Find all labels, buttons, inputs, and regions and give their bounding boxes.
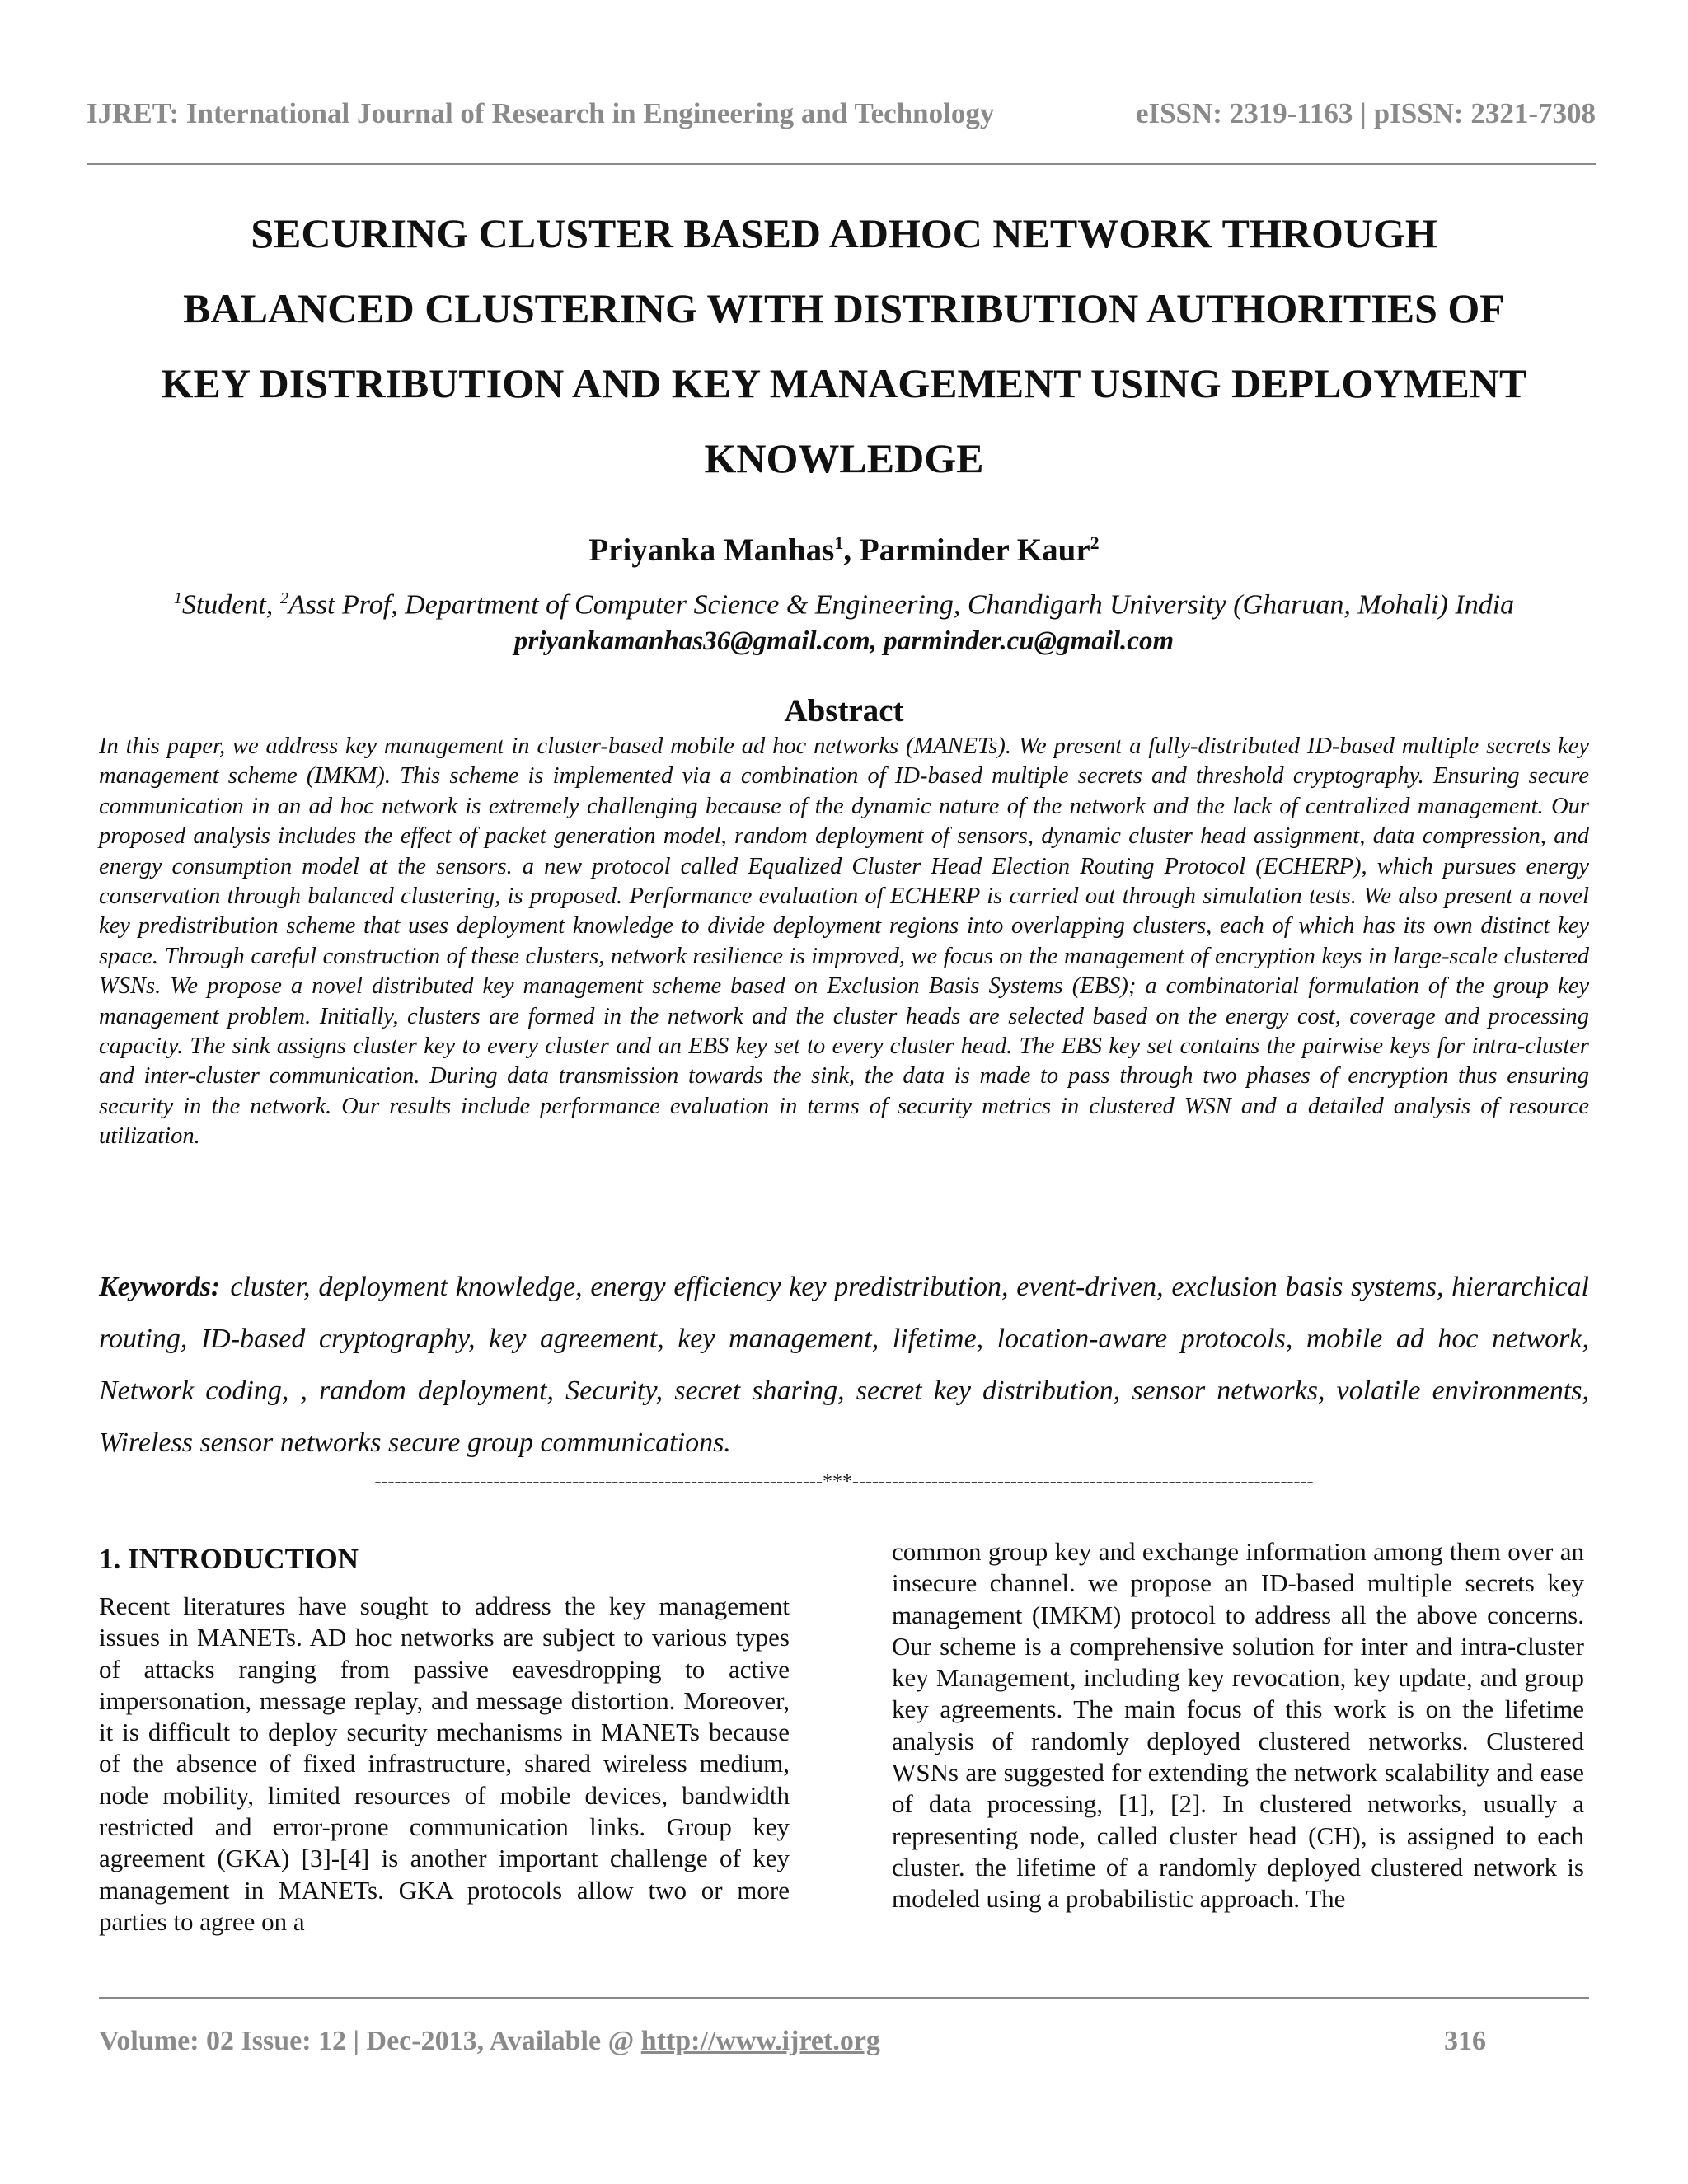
section-separator: --------------------------------------------------------------------***---------------------------------------------------------------------- xyxy=(374,1471,1314,1493)
abstract-heading: Abstract xyxy=(784,693,904,729)
abstract-text: In this paper, we address key management in cluster-based mobile ad hoc networks (MANETs). We present a fully-distributed ID-based multiple secrets key management scheme (IMKM). This scheme is implemented via a combination of ID-based multiple secrets and threshold cryptography. Ensuring secure communication in an ad hoc network is extremely challenging because of the dynamic nature of the network and the lack of centralized management. Our proposed analysis includes the effect of packet generation model, random deployment of sensors, dynamic cluster head assignment, data compression, and energy consumption model at the sensors. a new protocol called Equalized Cluster Head Election Routing Protocol (ECHERP), which pursues energy conservation through balanced clustering, is proposed. Performance evaluation of ECHERP is carried out through simulation tests. We also present a novel key predistribution scheme that uses deployment knowledge to divide deployment regions into overlapping clusters, each of which has its own distinct key space. Through careful construction of these clusters, network resilience is improved, we focus on the management of encryption keys in large-scale clustered WSNs. We propose a novel distributed key management scheme based on Exclusion Basis Systems (EBS); a combinatorial formulation of the group key management problem. Initially, clusters are formed in the network and the cluster heads are selected based on the energy cost, coverage and processing capacity. The sink assigns cluster key to every cluster and an EBS key set to every cluster head. The EBS key set contains the pairwise keys for intra-cluster and inter-cluster communication. During data transmission towards the sink, the data is made to pass through two phases of encryption thus ensuring security in the network. Our results include performance evaluation in terms of security metrics in clustered WSN and a detailed analysis of resource utilization. xyxy=(99,733,1589,1150)
page-number: 316 xyxy=(1444,2026,1486,2056)
introduction-right-column: common group key and exchange information among them over an insecure channel. we propose an ID-based multiple secrets key management (IMKM) protocol to address all the above concerns. Our scheme is a comprehensive solution for inter and intra-cluster key Management, including key revocation, key update, and group key agreements. The main focus of this work is on the lifetime analysis of randomly deployed clustered networks. Clustered WSNs are suggested for extending the network scalability and ease of data processing, [1], [2]. In clustered networks, usually a representing node, called cluster head (CH), is assigned to each cluster. the lifetime of a randomly deployed clustered network is modeled using a probabilistic approach. The xyxy=(892,1537,1584,1914)
author-affil-mark: 1 xyxy=(834,532,844,553)
running-footer xyxy=(99,2026,880,2057)
keywords-text: cluster, deployment knowledge, energy efficiency key predistribution, event-driven, exclusion basis systems, hierarchical routing, ID-based cryptography, key agreement, key management, lifetime, location-aware protocols, mobile ad hoc network, Network coding, , random deployment, Security, secret sharing, secret key distribution, sensor networks, volatile environments, Wireless sensor networks secure group communications. xyxy=(99,1272,1589,1458)
keywords-label: Keywords: xyxy=(99,1272,221,1302)
journal-link[interactable]: http://www.ijret.org xyxy=(640,2026,880,2056)
author-separator: , xyxy=(843,532,860,568)
volume-info: Volume: 02 Issue: 12 | Dec-2013, Available @ xyxy=(99,2026,641,2056)
author-name: Priyanka Manhas xyxy=(588,532,835,568)
affil-role: Student, xyxy=(181,589,280,621)
keywords xyxy=(99,1261,1589,1469)
affiliation xyxy=(87,589,1601,621)
paper-title xyxy=(87,196,1601,496)
journal-name: IJRET: International Journal of Research in Engineering and Technology xyxy=(87,97,995,129)
author-name: Parminder Kaur xyxy=(859,532,1090,568)
introduction-heading: 1. INTRODUCTION xyxy=(99,1543,359,1575)
author-emails: priyankamanhas36@gmail.com, parminder.cu@gmail.com xyxy=(513,626,1175,656)
footer-divider xyxy=(99,1997,1589,1999)
title-line: KEY DISTRIBUTION AND KEY MANAGEMENT USING DEPLOYMENT xyxy=(161,360,1527,406)
author-affil-mark: 2 xyxy=(1090,532,1100,553)
title-line: SECURING CLUSTER BASED ADHOC NETWORK THROUGH xyxy=(251,210,1437,256)
affil-text: Asst Prof, Department of Computer Science & Engineering, Chandigarh University (Gharuan, Mohali) India xyxy=(288,589,1515,621)
title-line: KNOWLEDGE xyxy=(704,435,984,481)
title-line: BALANCED CLUSTERING WITH DISTRIBUTION AUTHORITIES OF xyxy=(183,285,1505,331)
issn-info: eISSN: 2319-1163 | pISSN: 2321-7308 xyxy=(1135,97,1596,129)
header-divider xyxy=(87,163,1596,165)
running-header xyxy=(87,97,1596,130)
author-list xyxy=(87,532,1601,569)
introduction-left-column: Recent literatures have sought to address the key management issues in MANETs. AD hoc networks are subject to various types of attacks ranging from passive eavesdropping to active impersonation, message replay, and message distortion. Moreover, it is difficult to deploy security mechanisms in MANETs because of the absence of fixed infrastructure, shared wireless medium, node mobility, limited resources of mobile devices, bandwidth restricted and error-prone communication links. Group key agreement (GKA) [3]-[4] is another important challenge of key management in MANETs. GKA protocols allow two or more parties to agree on a xyxy=(99,1591,790,1936)
affil-mark: 2 xyxy=(279,589,288,607)
affil-mark: 1 xyxy=(173,589,182,607)
